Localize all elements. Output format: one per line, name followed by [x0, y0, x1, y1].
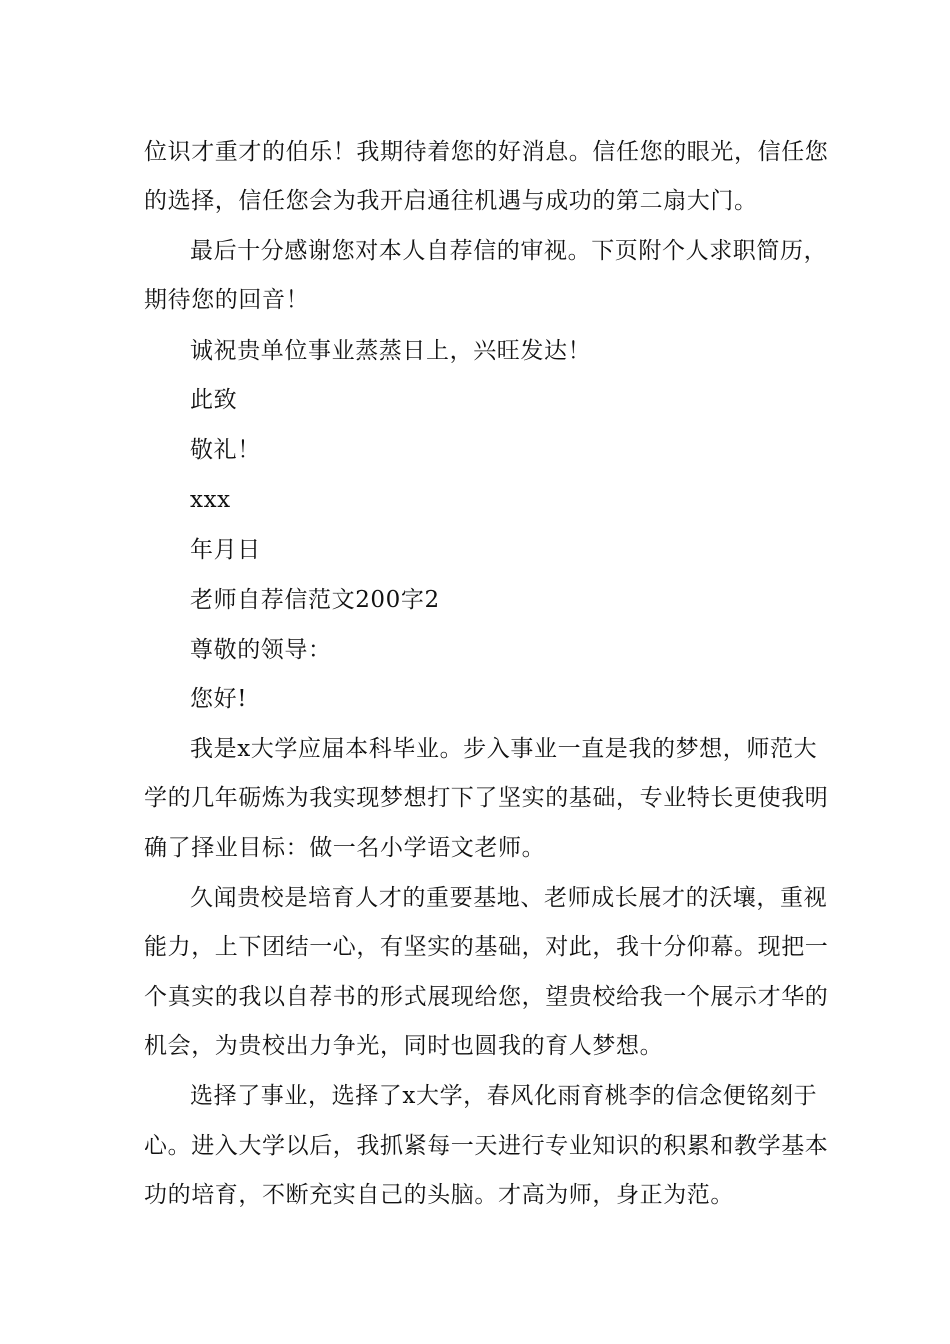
body-text-line: 学的几年砺炼为我实现梦想打下了坚实的基础，专业特长更使我明 — [144, 785, 829, 811]
greeting: 您好! — [190, 686, 248, 712]
body-text-line: 确了择业目标：做一名小学语文老师。 — [144, 835, 546, 861]
signature-date: 年月日 — [190, 537, 261, 563]
body-text-line: 能力，上下团结一心，有坚实的基础，对此，我十分仰幕。现把一 — [144, 934, 829, 960]
body-text-line: 期待您的回音！ — [144, 287, 310, 313]
body-text-line: 的选择，信任您会为我开启通往机遇与成功的第二扇大门。 — [144, 188, 758, 214]
closing-salutation: 此致 — [190, 387, 238, 413]
body-text-line: 心。进入大学以后，我抓紧每一天进行专业知识的积累和教学基本 — [144, 1133, 829, 1159]
body-text-line: 功的培育，不断充实自己的头脑。才高为师，身正为范。 — [144, 1182, 734, 1208]
body-text-line: 最后十分感谢您对本人自荐信的审视。下页附个人求职简历， — [190, 238, 828, 264]
body-text-line: 我是x大学应届本科毕业。步入事业一直是我的梦想，师范大 — [190, 736, 818, 762]
body-text-line: 个真实的我以自荐书的形式展现给您，望贵校给我一个展示才华的 — [144, 984, 829, 1010]
closing-regards: 敬礼！ — [190, 437, 261, 463]
closing-wish: 诚祝贵单位事业蒸蒸日上，兴旺发达！ — [190, 338, 592, 364]
body-text-line: 位识才重才的伯乐！我期待着您的好消息。信任您的眼光，信任您 — [144, 139, 829, 165]
body-text-line: 久闻贵校是培育人才的重要基地、老师成长展才的沃壤，重视 — [190, 885, 828, 911]
body-text-line: 机会，为贵校出力争光，同时也圆我的育人梦想。 — [144, 1033, 664, 1059]
signature-name: xxx — [190, 487, 231, 513]
section-title: 老师自荐信范文200字2 — [190, 587, 440, 613]
body-text-line: 选择了事业，选择了x大学，春风化雨育桃李的信念便铭刻于 — [190, 1083, 818, 1109]
greeting-addressee: 尊敬的领导： — [190, 637, 332, 663]
